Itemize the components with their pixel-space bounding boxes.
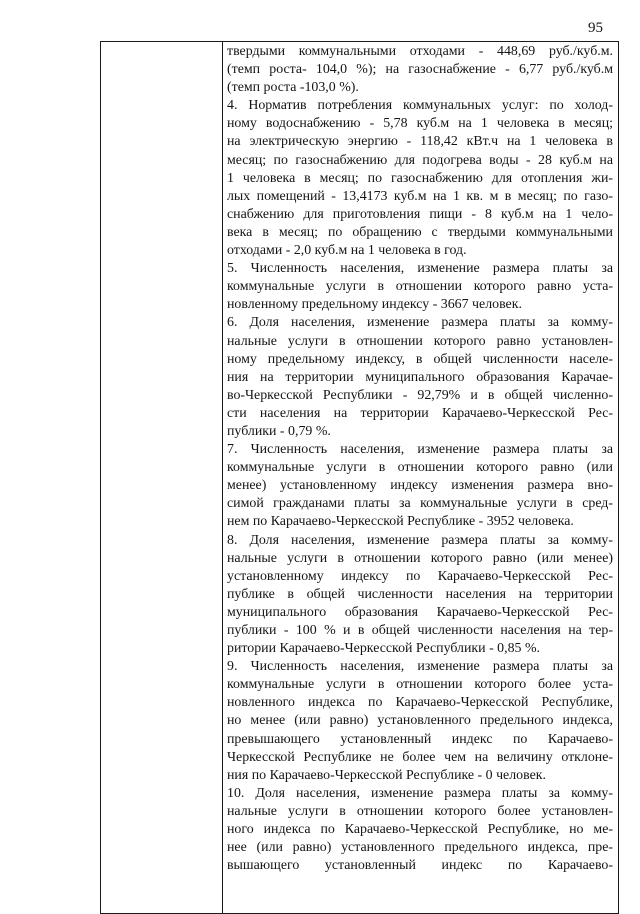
text-line: 10. Доля населения, изменение размера платы за комму- <box>227 785 613 801</box>
text-line: 7. Численность населения, изменение размера платы за <box>227 442 613 458</box>
text-line: 9. Численность населения, изменение размера платы за <box>227 659 613 675</box>
text-line: сти населения на территории Карачаево-Черкесской Рес- <box>227 405 613 421</box>
text-line: (темп роста- 104,0 %); на газоснабжение - 6,77 руб./куб.м <box>227 62 613 78</box>
text-line: нее (или равно) установленного предельного индекса, пре- <box>227 840 613 856</box>
text-line: века в месяц; по обращению с твердыми коммунальными <box>227 224 613 240</box>
text-line: коммунальные услуги в отношении которого равно (или <box>227 460 613 476</box>
page-number: 95 <box>588 20 603 36</box>
text-line: новленного индекса по Карачаево-Черкесской Республике, <box>227 695 613 711</box>
text-line: публики - 0,79 %. <box>227 423 331 439</box>
text-line: ния по Карачаево-Черкесской Республике - 0 человек. <box>227 767 546 783</box>
text-line: ния на территории муниципального образования Карачае- <box>227 369 613 385</box>
text-line: лых помещений - 13,4173 куб.м на 1 кв. м в месяц; по газо- <box>227 188 613 204</box>
text-line: 6. Доля населения, изменение размера платы за комму- <box>227 315 613 331</box>
text-line: нальные услуги в отношении которого равно установлен- <box>227 333 613 349</box>
table-text-cell <box>227 43 613 875</box>
text-line: но менее (или равно) установленного предельного индекса, <box>227 713 613 729</box>
text-line: ного индекса по Карачаево-Черкесской Республике, но ме- <box>227 822 613 838</box>
text-line: публике в общей численности населения на территории <box>227 586 613 602</box>
text-line: твердыми коммунальными отходами - 448,69 руб./куб.м. <box>227 44 613 59</box>
text-line: месяц; по газоснабжению для подогрева воды - 28 куб.м на <box>227 152 613 168</box>
column-divider <box>222 41 223 914</box>
text-line: 4. Норматив потребления коммунальных услуг: по холод- <box>227 98 613 114</box>
text-line: симой гражданами платы за коммунальные услуги в сред- <box>227 496 613 512</box>
text-line: (темп роста -103,0 %). <box>227 80 359 96</box>
text-line: коммунальные услуги в отношении которого более уста- <box>227 677 613 693</box>
text-line: вышающего установленный индекс по Карачаево- <box>227 858 613 874</box>
text-line: ритории Карачаево-Черкесской Республики - 0,85 %. <box>227 641 541 657</box>
text-line: установленному индексу по Карачаево-Черкесской Рес- <box>227 568 613 584</box>
text-line: публики - 100 % и в общей численности населения на тер- <box>227 623 613 638</box>
text-line: муниципального образования Карачаево-Черкесской Рес- <box>227 604 613 620</box>
text-line: отходами - 2,0 куб.м на 1 человека в год. <box>227 243 467 259</box>
text-line: 5. Численность населения, изменение размера платы за <box>227 261 613 277</box>
text-line: ному водоснабжению - 5,78 куб.м на 1 человека в месяц; <box>227 116 613 132</box>
text-line: нем по Карачаево-Черкесской Республике - 3952 человека. <box>227 514 574 530</box>
text-line: новленному предельному индексу - 3667 человек. <box>227 297 522 313</box>
text-line: Черкесской Республике не более чем на величину отклоне- <box>227 749 613 765</box>
text-line: ному предельному индексу, в общей численности населе- <box>227 351 613 367</box>
text-line: превышающего установленный индекс по Карачаево- <box>227 731 613 747</box>
text-line: нальные услуги в отношении которого более установлен- <box>227 803 613 819</box>
text-line: 8. Доля населения, изменение размера платы за комму- <box>227 532 613 548</box>
text-line: менее) установленному индексу изменения размера вно- <box>227 478 613 494</box>
text-line: 1 человека в месяц; по газоснабжению для отопления жи- <box>227 170 613 186</box>
text-line: коммунальные услуги в отношении которого равно уста- <box>227 279 613 295</box>
text-line: снабжению для приготовления пищи - 8 куб.м на 1 чело- <box>227 206 613 222</box>
text-line: нальные услуги в отношении которого равно (или менее) <box>227 550 613 566</box>
text-line: на электрическую энергию - 118,42 кВт.ч на 1 человека в <box>227 134 613 150</box>
text-line: во-Черкесской Республики - 92,79% и в общей численно- <box>227 387 613 403</box>
